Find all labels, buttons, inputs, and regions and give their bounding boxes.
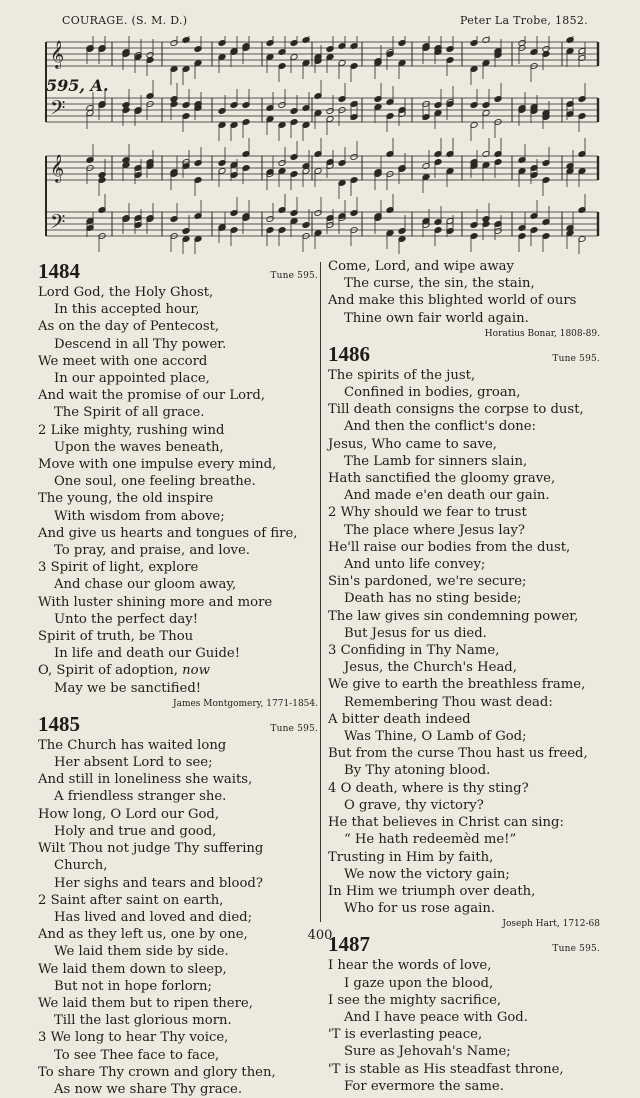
verse-line: Descend in all Thy power. — [54, 336, 227, 352]
verse-line: 'T is everlasting peace, — [328, 1027, 483, 1043]
verse-line: The young, the old inspire — [38, 491, 214, 507]
verse-line: Thine own fair world again. — [344, 310, 529, 326]
verse-line: Till death consigns the corpse to dust, — [328, 402, 584, 418]
verse-line: 3 Spirit of light, explore — [38, 560, 199, 576]
verse-line: We laid them side by side. — [54, 944, 229, 960]
verse-line-text: O, Spirit of adoption, — [38, 663, 178, 679]
verse-line: Jesus, the Church's Head, — [344, 660, 517, 676]
verse-line — [38, 662, 318, 679]
treble-clef: 𝄞 — [50, 154, 65, 182]
hymn-number: 1487 — [328, 932, 370, 957]
hymn-1486-text — [328, 367, 600, 918]
verse-line: In life and death our Guide! — [54, 646, 241, 662]
verse-line: And as they left us, one by one, — [38, 927, 248, 943]
composer-credit: Peter La Trobe, 1852. — [459, 14, 588, 27]
verse-line: We give to earth the breathless frame, — [328, 677, 586, 693]
verse-line: May we be sanctified! — [54, 680, 202, 696]
verse-line: A bitter death indeed — [328, 711, 471, 727]
verse-line: In this accepted hour, — [54, 302, 200, 318]
hymn-author: Joseph Hart, 1712-68 — [502, 919, 600, 930]
verse-line: And I have peace with God. — [344, 1009, 528, 1025]
hymn-1485-continued — [328, 258, 600, 327]
verse-line: Wilt Thou not judge Thy suffering — [38, 841, 264, 857]
verse-line: Confined in bodies, groan, — [344, 385, 521, 401]
verse-line: I hear the words of love, — [328, 958, 492, 974]
verse-line: By Thy atoning blood. — [344, 763, 491, 779]
verse-line: Holy and true and good, — [54, 823, 217, 839]
hymn-1487-text — [328, 957, 600, 1095]
verse-line: As on the day of Pentecost, — [38, 319, 220, 335]
verse-line: 2 Why should we fear to trust — [328, 505, 527, 521]
verse-line: The Spirit of all grace. — [54, 405, 205, 421]
verse-line: Was Thine, O Lamb of God; — [344, 729, 527, 745]
verse-line: Her sighs and tears and blood? — [54, 875, 263, 891]
verse-line-italic: now — [182, 663, 210, 679]
verse-line: We laid them but to ripen there, — [38, 995, 253, 1011]
hymn-tune: Tune 595. — [270, 271, 318, 281]
verse-line: How long, O Lord our God, — [38, 806, 220, 822]
verse-line: Till the last glorious morn. — [54, 1013, 232, 1029]
verse-line: Church, — [54, 858, 108, 874]
verse-line: He that believes in Christ can sing: — [328, 815, 564, 831]
hymn-number: 1484 — [38, 259, 80, 283]
verse-line: Jesus, Who came to save, — [328, 436, 497, 452]
tune-number: 595, A. — [46, 76, 109, 95]
bass-clef: 𝄢 — [50, 96, 66, 124]
verse-line: 'T is stable as His steadfast throne, — [328, 1061, 564, 1077]
verse-line: With wisdom from above; — [54, 508, 225, 524]
column-divider — [320, 262, 321, 922]
verse-line: But Jesus for us died. — [344, 625, 487, 641]
verse-line: Who for us rose again. — [344, 901, 496, 917]
verse-line: And make this blighted world of ours — [328, 293, 577, 309]
verse-line: He'll raise our bodies from the dust, — [328, 539, 571, 555]
verse-line: Move with one impulse every mind, — [38, 457, 277, 473]
verse-line: The Church has waited long — [38, 737, 227, 753]
verse-line: And still in loneliness she waits, — [38, 772, 253, 788]
verse-line: And unto life convey; — [344, 557, 486, 573]
verse-line: “ He hath redeemèd me!” — [344, 832, 517, 848]
verse-line: The Lamb for sinners slain, — [344, 453, 528, 469]
verse-line: But from the curse Thou hast us freed, — [328, 746, 588, 762]
verse-line: We now the victory gain; — [344, 866, 510, 882]
verse-line: Sin's pardoned, we're secure; — [328, 574, 527, 590]
verse-line: Her absent Lord to see; — [54, 755, 213, 771]
verse-line: In our appointed place, — [54, 371, 210, 387]
verse-line: 3 Confiding in Thy Name, — [328, 643, 500, 659]
verse-line: Come, Lord, and wipe away — [328, 259, 514, 274]
verse-line: And then the conflict's done: — [344, 419, 536, 435]
hymn-number: 1486 — [328, 341, 370, 366]
verse-line: Remembering Thou wast dead: — [344, 694, 553, 710]
verse-line: And give us hearts and tongues of fire, — [38, 525, 298, 541]
verse-line: 2 Like mighty, rushing wind — [38, 422, 225, 438]
verse-line: And wait the promise of our Lord, — [38, 388, 266, 404]
verse-line: We laid them down to sleep, — [38, 961, 227, 977]
verse-line: And chase our gloom away, — [54, 577, 237, 593]
hymn-1484-heading — [38, 259, 318, 284]
hymn-tune: Tune 595. — [270, 723, 318, 734]
hymn-1486-heading — [328, 341, 600, 367]
verse-line: Death has no sting beside; — [344, 591, 522, 607]
verse-line: Spirit of truth, be Thou — [38, 629, 194, 645]
verse-line: To see Thee face to face, — [54, 1047, 220, 1063]
hymn-tune: Tune 595. — [552, 353, 600, 364]
verse-line: Lord God, the Holy Ghost, — [38, 285, 214, 300]
bass-clef: 𝄢 — [50, 210, 66, 238]
verse-line: The place where Jesus lay? — [344, 522, 525, 538]
left-column — [38, 258, 318, 1098]
hymn-1485-text — [38, 737, 318, 1098]
verse-line: The spirits of the just, — [328, 367, 476, 383]
verse-line: The law gives sin condemning power, — [328, 608, 579, 624]
verse-line: 2 Saint after saint on earth, — [38, 892, 224, 908]
verse-line: We meet with one accord — [38, 353, 208, 369]
hymn-number: 1485 — [38, 711, 80, 736]
verse-line: One soul, one feeling breathe. — [54, 474, 256, 490]
verse-line: 4 O death, where is thy sting? — [328, 780, 529, 796]
verse-line: Has lived and loved and died; — [54, 909, 253, 925]
verse-line: And made e'en death our gain. — [344, 488, 550, 504]
hymn-tune: Tune 595. — [552, 944, 600, 955]
verse-line: To share Thy crown and glory then, — [38, 1064, 276, 1080]
verse-line: In Him we triumph over death, — [328, 883, 536, 899]
hymn-1484-text — [38, 284, 318, 697]
verse-line: The curse, the sin, the stain, — [344, 276, 535, 292]
verse-line: To pray, and praise, and love. — [54, 543, 250, 559]
hymn-author: Horatius Bonar, 1808-89. — [484, 328, 600, 339]
verse-line: But not in hope forlorn; — [54, 978, 212, 994]
verse-line: Trusting in Him by faith, — [328, 849, 494, 865]
verse-line: 3 We long to hear Thy voice, — [38, 1030, 229, 1046]
verse-line: Upon the waves beneath, — [54, 439, 224, 455]
treble-clef: 𝄞 — [50, 40, 65, 68]
verse-line: Sure as Jehovah's Name; — [344, 1044, 511, 1060]
verse-line: O grave, thy victory? — [344, 797, 484, 813]
hymn-1485-heading — [38, 711, 318, 737]
verse-line: A friendless stranger she. — [54, 789, 227, 805]
music-score — [42, 36, 602, 254]
tune-title: COURAGE. (S. M. D.) — [62, 14, 188, 27]
verse-line: With luster shining more and more — [38, 594, 273, 610]
verse-line: Unto the perfect day! — [54, 611, 198, 627]
hymn-author: James Montgomery, 1771-1854. — [172, 698, 318, 709]
verse-line: Hath sanctified the gloomy grave, — [328, 471, 556, 487]
verse-line: I see the mighty sacrifice, — [328, 992, 502, 1008]
right-column — [328, 258, 600, 1095]
verse-line: As now we share Thy grace. — [54, 1081, 243, 1097]
page-number: 400 — [307, 928, 333, 943]
verse-line: For evermore the same. — [344, 1078, 504, 1094]
verse-line: I gaze upon the blood, — [344, 975, 494, 991]
